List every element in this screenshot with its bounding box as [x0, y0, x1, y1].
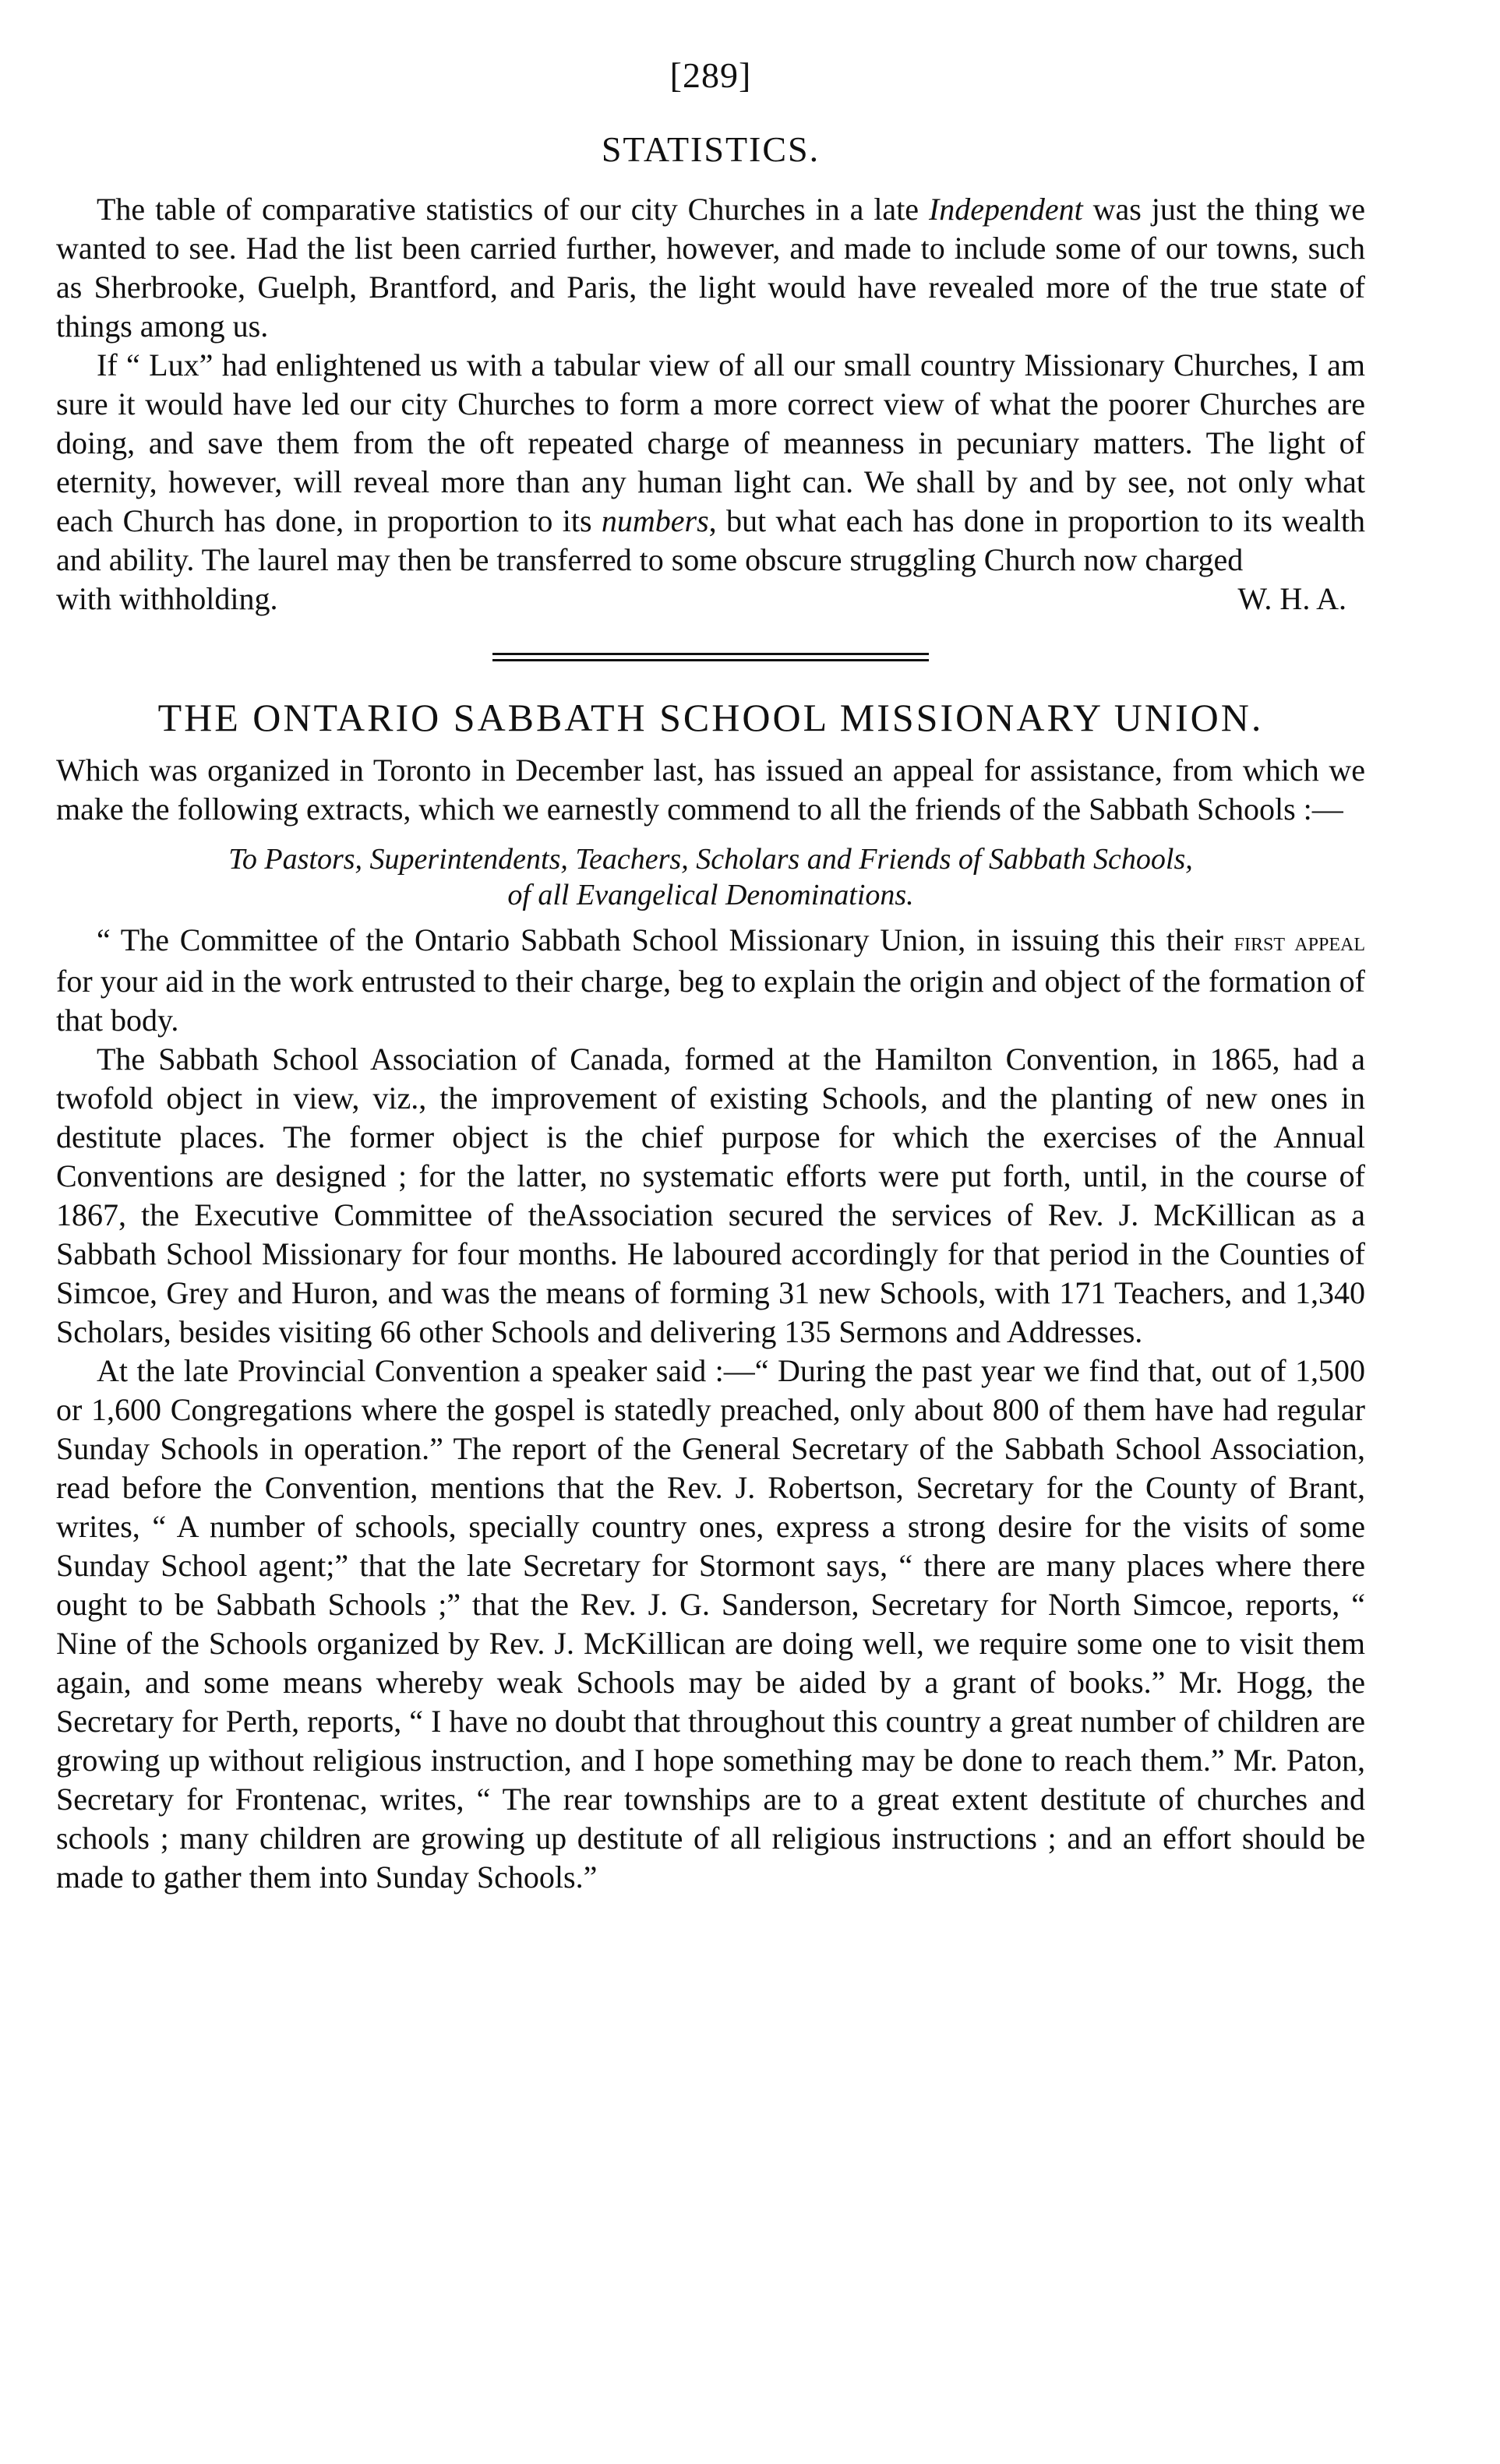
statistics-title: STATISTICS.	[601, 129, 821, 169]
signature-line	[56, 580, 1365, 619]
union-address-line-2: of all Evangelical Denominations.	[507, 879, 914, 911]
signature: W. H. A.	[1237, 581, 1346, 616]
union-p1-text-b: for your aid in the work entrusted to their charge, beg to explain the origin and object of the formation of that body.	[56, 964, 1365, 1038]
section-divider	[492, 653, 929, 665]
union-title: THE ONTARIO SABBATH SCHOOL MISSIONARY UNION.	[157, 696, 1264, 739]
union-p1-text-a: “ The Committee of the Ontario Sabbath School Missionary Union, in issuing this their	[97, 922, 1234, 957]
union-p1-small-caps: first appeal	[1234, 928, 1365, 957]
statistics-p1-text-b: was just the thing we wanted to see. Had the list been carried further, however, and made to include some of our towns, such as Sherbrooke, Guelph, Brantford, and Paris, the light would have revealed more of the true state of things among us.	[56, 192, 1365, 344]
union-paragraph-2: The Sabbath School Association of Canada, formed at the Hamilton Convention, in 1865, had a twofold object in view, viz., the improvement of existing Schools, and the planting of new ones in destitute places. The former object is the chief purpose for which the exercises of the Annual Conventions are designed ; for the latter, no systematic efforts were put forth, until, in the course of 1867, the Executive Committee of theAssociation secured the services of Rev. J. McKillican as a Sabbath School Missionary for four months. He laboured accordingly for that period in the Counties of Simcoe, Grey and Huron, and was the means of forming 31 new Schools, with 171 Teachers, and 1,340 Scholars, besides visiting 66 other Schools and delivering 135 Sermons and Addresses.	[56, 1042, 1365, 1349]
union-address-line-1: To Pastors, Superintendents, Teachers, Scholars and Friends of Sabbath Schools,	[228, 843, 1193, 876]
statistics-paragraph-2	[56, 346, 1365, 580]
statistics-p2-text-a: If “ Lux” had enlightened us with a tabular view of all our small country Missionary Churches, I am sure it would have led our city Churches to form a more correct view of what the poorer Churches are doing, and save them from the oft repeated charge of meanness in pecuniary matters. The light of eternity, however, will reveal more than any human light can. We shall by and by see, not only what each Church has done, in proportion to its	[56, 347, 1365, 538]
statistics-p2-last-line: with withholding.	[56, 581, 278, 616]
union-intro: Which was organized in Toronto in December last, has issued an appeal for assistance, from which we make the following extracts, which we earnestly commend to all the friends of the Sabbath Schools :—	[56, 753, 1365, 827]
union-paragraph-3: At the late Provincial Convention a speaker said :—“ During the past year we find that, out of 1,500 or 1,600 Congregations where the gospel is statedly preached, only about 800 of them have had regular Sunday Schools in operation.” The report of the General Secretary of the Sabbath School Association, read before the Convention, mentions that the Rev. J. Robertson, Secretary for the County of Brant, writes, “ A number of schools, specially country ones, express a strong desire for the visits of some Sunday School agent;” that the late Secretary for Stormont says, “ there are many places where there ought to be Sabbath Schools ;” that the Rev. J. G. Sanderson, Secretary for North Simcoe, reports, “ Nine of the Schools organized by Rev. J. McKillican are doing well, we require some one to visit them again, and some means whereby weak Schools may be aided by a grant of books.” Mr. Hogg, the Secretary for Perth, reports, “ I have no doubt that throughout this country a great number of children are growing up without religious instruction, and I hope something may be done to reach them.” Mr. Paton, Secretary for Frontenac, writes, “ The rear townships are to a great extent destitute of churches and schools ; many children are growing up destitute of all religious instructions ; and an effort should be made to gather them into Sunday Schools.”	[56, 1353, 1365, 1895]
statistics-p1-italic: Independent	[928, 192, 1083, 227]
statistics-p2-italic: numbers	[601, 503, 709, 538]
statistics-p1-text-a: The table of comparative statistics of our city Churches in a late	[97, 192, 929, 227]
page	[56, 55, 1365, 1897]
statistics-paragraph-1	[56, 190, 1365, 346]
page-number: [289]	[669, 55, 752, 95]
union-address	[56, 841, 1365, 913]
union-paragraph-1	[56, 921, 1365, 1040]
statistics-p2-text-b: , but what each has done in proportion to its wealth and ability. The laurel may then be transferred to some obscure struggling Church now charged	[56, 503, 1365, 577]
